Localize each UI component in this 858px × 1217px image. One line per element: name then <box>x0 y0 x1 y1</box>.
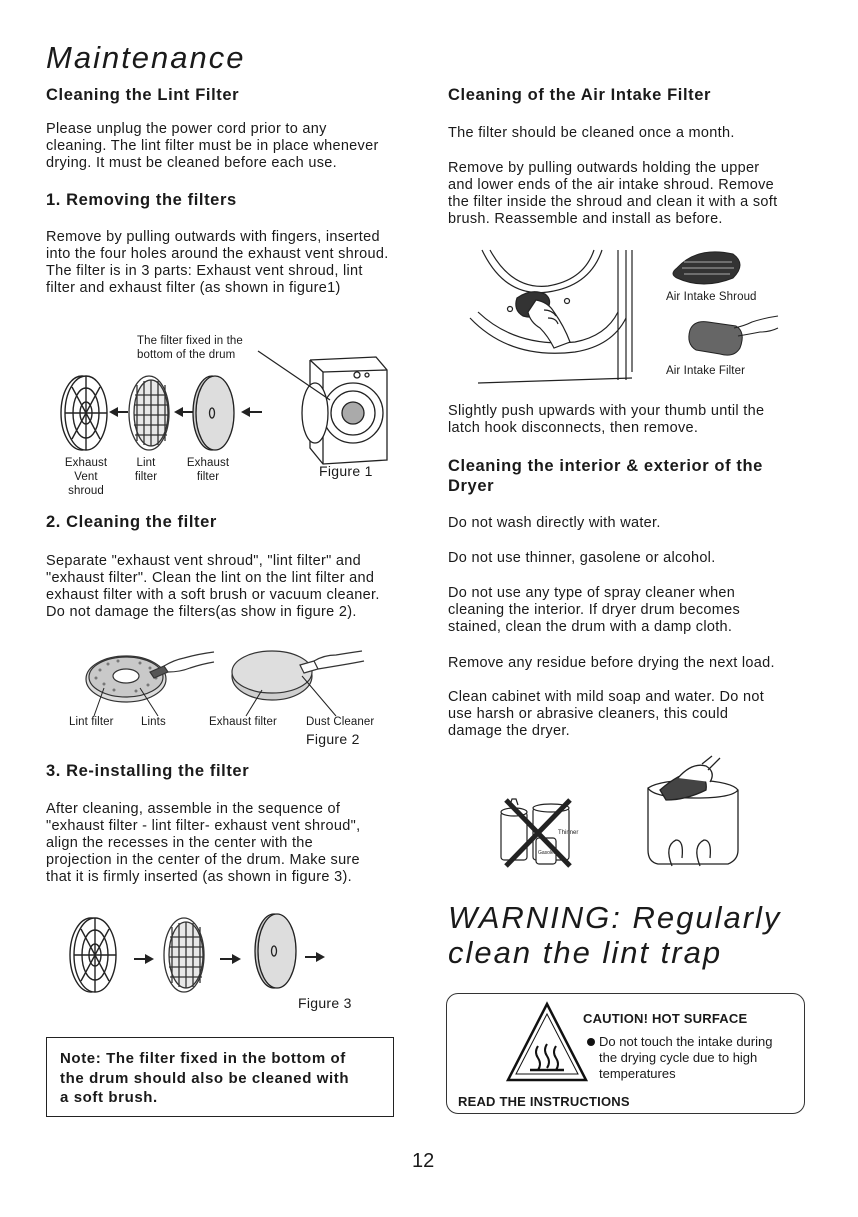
label-fig2-lint-filter: Lint filter <box>69 716 114 728</box>
text-line: Exhaust <box>64 457 108 469</box>
label-fig2-lints: Lints <box>141 716 166 728</box>
text-line: Lint <box>136 457 156 469</box>
page-number: 12 <box>412 1150 435 1172</box>
can-label-gasolene: Gasolene <box>538 850 560 856</box>
figure-1-caption: Figure 1 <box>319 463 373 479</box>
text-line: brush. Reassemble and install as before. <box>448 211 723 227</box>
text-line: Clean cabinet with mild soap and water. Do not <box>448 689 765 705</box>
cleaning-filter-heading: 2. Cleaning the filter <box>46 513 217 531</box>
page-title: Maintenance <box>46 40 246 75</box>
can-label-thinner: Thinner <box>558 830 579 836</box>
text-line: and lower ends of the air intake shroud. Remove <box>448 177 775 193</box>
text-line: stained, clean the drum with a damp cloth. <box>448 619 733 635</box>
text-line: that it is firmly inserted (as shown in figure 3). <box>46 869 352 885</box>
label-air-intake-filter: Air Intake Filter <box>666 365 746 377</box>
reinstall-filter-heading: 3. Re-installing the filter <box>46 762 250 780</box>
text-line: the drum should also be cleaned with <box>60 1069 350 1087</box>
text-line: cleaning. The lint filter must be in place whenever <box>46 138 379 154</box>
text-line: Dryer <box>448 476 495 495</box>
text-line: Note: The filter fixed in the bottom of <box>60 1050 346 1067</box>
text-line: filter <box>134 471 158 483</box>
text-line: into the four holes around the exhaust vent shroud. <box>46 246 389 262</box>
text-line: temperatures <box>599 1066 676 1081</box>
text-line: damage the dryer. <box>448 723 570 739</box>
text-line: exhaust filter with a soft brush or vacuum cleaner. <box>46 587 380 603</box>
warning-message <box>448 900 781 970</box>
lint-filter-heading: Cleaning the Lint Filter <box>46 86 240 104</box>
interior-text-1: Do not wash directly with water. <box>448 515 661 531</box>
text-line: "exhaust filter - lint filter- exhaust vent shroud", <box>46 818 361 834</box>
text-line: Remove by pulling outwards holding the upper <box>448 160 760 176</box>
label-fig2-exhaust-filter: Exhaust filter <box>209 716 277 728</box>
caution-box <box>446 993 805 1114</box>
text-line: Cleaning the interior & exterior of the <box>448 457 763 475</box>
text-line: Vent shroud <box>68 471 104 497</box>
text-line: After cleaning, assemble in the sequence of <box>46 801 341 817</box>
text-line: Slightly push upwards with your thumb until the <box>448 403 765 419</box>
text-line: the filter inside the shroud and clean it with a soft <box>448 194 778 210</box>
text-line: filter and exhaust filter (as shown in figure1) <box>46 280 341 296</box>
text-line: Exhaust <box>186 457 230 469</box>
text-line: WARNING: Regularly <box>448 900 782 935</box>
text-line: a soft brush. <box>60 1089 158 1106</box>
caution-text <box>599 1034 772 1082</box>
label-fig2-dust-cleaner: Dust Cleaner <box>306 716 375 728</box>
figure-2-caption: Figure 2 <box>306 731 360 747</box>
text-line: align the recesses in the center with the <box>46 835 313 851</box>
text-line: drying. It must be cleaned before each use. <box>46 155 337 171</box>
text-line: Please unplug the power cord prior to any <box>46 121 327 137</box>
text-line: bottom of the drum <box>137 349 236 361</box>
text-line: projection in the center of the drum. Make sure <box>46 852 360 868</box>
text-line: the drying cycle due to high <box>599 1050 758 1065</box>
interior-text-4: Remove any residue before drying the next load. <box>448 655 775 671</box>
interior-text-2: Do not use thinner, gasolene or alcohol. <box>448 550 716 566</box>
text-line: latch hook disconnects, then remove. <box>448 420 699 436</box>
text-line: use harsh or abrasive cleaners, this could <box>448 706 729 722</box>
text-line: clean the lint trap <box>448 935 723 970</box>
text-line: cleaning the interior. If dryer drum becomes <box>448 602 741 618</box>
air-intake-text-1: The filter should be cleaned once a month. <box>448 125 735 141</box>
air-intake-heading: Cleaning of the Air Intake Filter <box>448 86 712 104</box>
text-line: filter <box>196 471 220 483</box>
cabinet-wiping-icon <box>648 756 738 866</box>
bullet-icon <box>587 1038 595 1046</box>
label-air-intake-shroud: Air Intake Shroud <box>666 291 757 303</box>
caution-title: CAUTION! HOT SURFACE <box>583 1011 748 1026</box>
text-line: The filter is in 3 parts: Exhaust vent shroud, lint <box>46 263 363 279</box>
text-line: Do not touch the intake during <box>599 1034 773 1049</box>
text-line: The filter fixed in the <box>137 335 243 347</box>
removing-filters-heading: 1. Removing the filters <box>46 191 237 209</box>
hot-surface-warning-icon <box>504 1000 590 1088</box>
figure-3-caption: Figure 3 <box>298 995 352 1011</box>
text-line: "exhaust filter". Clean the lint on the lint filter and <box>46 570 375 586</box>
text-line: Remove by pulling outwards with fingers, inserted <box>46 229 380 245</box>
text-line: Separate "exhaust vent shroud", "lint filter" and <box>46 553 361 569</box>
caution-footer: READ THE INSTRUCTIONS <box>458 1094 630 1109</box>
text-line: Do not damage the filters(as show in figure 2). <box>46 604 357 620</box>
text-line: Do not use any type of spray cleaner when <box>448 585 736 601</box>
